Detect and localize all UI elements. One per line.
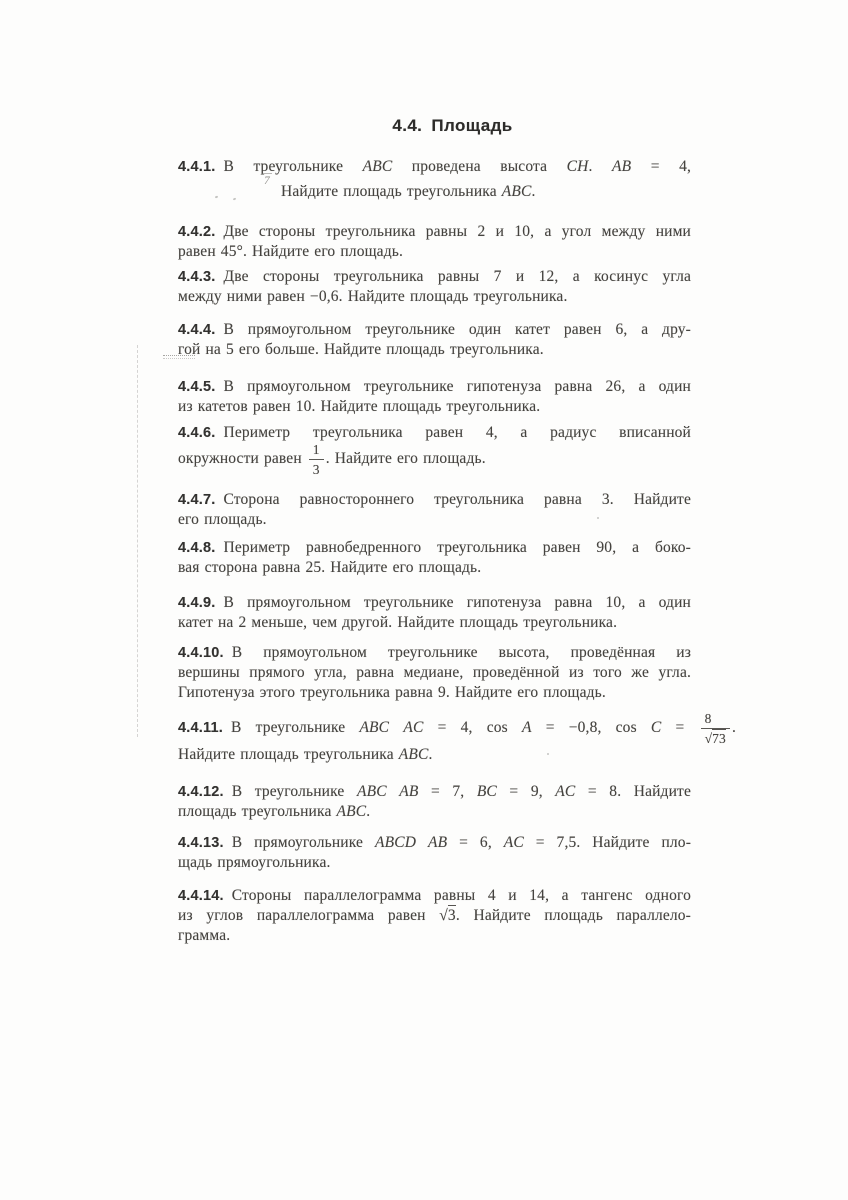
math-variable: AC bbox=[555, 783, 576, 800]
problem bbox=[178, 538, 691, 578]
math-variable: AB bbox=[611, 158, 632, 175]
problem-line: его площадь. bbox=[178, 511, 267, 528]
math-variable: ABC bbox=[398, 746, 429, 763]
fraction bbox=[701, 712, 730, 745]
problem-line: 4.4.7. Сторона равностороннего треугольника равна 3. Найдите bbox=[178, 491, 691, 508]
scan-artifact-dashes bbox=[163, 355, 195, 359]
math-variable: AC bbox=[403, 719, 424, 737]
math-variable: ABC bbox=[356, 783, 387, 800]
scan-artifact-vertical-line bbox=[137, 345, 138, 737]
problem-number: 4.4.10. bbox=[178, 645, 224, 661]
problem-number: 4.4.13. bbox=[178, 835, 224, 851]
problem-line: щадь прямоугольника. bbox=[178, 854, 331, 871]
problem-number: 4.4.6. bbox=[178, 425, 216, 441]
problem-number: 4.4.1. bbox=[178, 159, 216, 175]
problem bbox=[178, 320, 691, 360]
problem-line: площадь треугольника ABC. bbox=[178, 803, 371, 820]
problem-line: 4.4.2. Две стороны треугольника равны 2 и 10, а угол между ними bbox=[178, 223, 691, 240]
problem bbox=[178, 782, 691, 822]
problem bbox=[178, 157, 691, 202]
fraction-denominator-sqrt: √73 bbox=[701, 728, 730, 746]
problem-line: 4.4.13. В прямоугольнике ABCD AB = 6, AC = 7,5. Найдите пло- bbox=[178, 834, 692, 851]
problem-line: 4.4.3. Две стороны треугольника равны 7 и 12, а косинус угла bbox=[178, 268, 691, 285]
problem-line: 7 Найдите площадь треугольника ABC. bbox=[264, 175, 536, 200]
math-variable: ABC bbox=[501, 183, 532, 200]
problem bbox=[178, 833, 691, 873]
problem bbox=[178, 593, 691, 633]
math-variable: ABCD bbox=[374, 834, 417, 851]
problem-number: 4.4.3. bbox=[178, 269, 216, 285]
problem-line: из углов параллелограмма равен √3. Найдите площадь параллело- bbox=[178, 907, 691, 924]
problem-line: грамма. bbox=[178, 927, 231, 944]
problem-line: 4.4.6. Периметр треугольника равен 4, а радиус вписанной bbox=[178, 424, 691, 441]
fraction-numerator: 8 bbox=[704, 711, 712, 726]
problem-line: вая сторона равна 25. Найдите его площадь. bbox=[178, 559, 482, 576]
problem-line: 4.4.10. В прямоугольном треугольнике высота, проведённая из bbox=[178, 644, 691, 661]
problem-line: 4.4.1. В треугольнике ABC проведена высота CH. AB = 4, bbox=[178, 158, 691, 175]
problem-number: 4.4.9. bbox=[178, 595, 216, 611]
problem bbox=[178, 643, 691, 703]
problem-line: гой на 5 его больше. Найдите площадь треугольника. bbox=[178, 341, 544, 358]
problem-line: между ними равен −0,6. Найдите площадь треугольника. bbox=[178, 288, 568, 305]
problem-line: 4.4.14. Стороны параллелограмма равны 4 и 14, а тангенс одного bbox=[178, 887, 691, 904]
problem-line: Найдите площадь треугольника ABC. bbox=[178, 746, 433, 763]
math-variable: BC bbox=[476, 783, 497, 800]
problem-line: 4.4.4. В прямоугольном треугольнике один катет равен 6, а дру- bbox=[178, 321, 691, 338]
scan-artifact-seven: 7 bbox=[264, 175, 270, 187]
scan-artifact-speck bbox=[547, 753, 549, 755]
math-variable: ABC bbox=[362, 158, 393, 175]
problem-number: 4.4.14. bbox=[178, 888, 224, 904]
problem bbox=[178, 377, 691, 417]
problem-number: 4.4.5. bbox=[178, 379, 216, 395]
fraction-denominator: 3 bbox=[309, 459, 324, 477]
problem-number: 4.4.11. bbox=[178, 720, 223, 737]
sqrt-radical: √3 bbox=[439, 907, 456, 924]
math-variable: ABC bbox=[359, 719, 390, 737]
problem bbox=[178, 490, 691, 530]
problem-number: 4.4.8. bbox=[178, 540, 216, 556]
problem bbox=[178, 711, 736, 765]
math-variable: AC bbox=[503, 834, 524, 851]
fraction-numerator: 1 bbox=[312, 442, 320, 457]
math-variable: A bbox=[521, 719, 532, 737]
problem-line: вершины прямого угла, равна медиане, проведённой из того же угла. bbox=[178, 664, 691, 681]
problem bbox=[178, 222, 691, 262]
math-variable: C bbox=[650, 719, 662, 737]
problem bbox=[178, 267, 691, 307]
problem-number: 4.4.2. bbox=[178, 224, 216, 240]
problem bbox=[178, 423, 691, 476]
sqrt-radicand: 73 bbox=[712, 730, 726, 746]
math-variable: CH bbox=[566, 158, 589, 175]
fraction bbox=[309, 443, 324, 476]
problem-line: равен 45°. Найдите его площадь. bbox=[178, 243, 403, 260]
problem-line: Гипотенуза этого треугольника равна 9. Найдите его площадь. bbox=[178, 684, 606, 701]
problem-line: 4.4.8. Периметр равнобедренного треугольника равен 90, а боко- bbox=[178, 539, 691, 556]
problem-line: 4.4.12. В треугольнике ABC AB = 7, BC = 9, AC = 8. Найдите bbox=[178, 783, 691, 800]
problem bbox=[178, 886, 691, 946]
math-variable: AB bbox=[399, 783, 419, 800]
problem-number: 4.4.4. bbox=[178, 322, 216, 338]
problem-line: 4.4.9. В прямоугольном треугольнике гипотенуза равна 10, а один bbox=[178, 594, 691, 611]
problem-line: 4.4.5. В прямоугольном треугольнике гипотенуза равна 26, а один bbox=[178, 378, 691, 395]
problem-line: окружности равен $\frac{1}{3}$ . Найдите его площадь. bbox=[178, 442, 486, 477]
math-variable: ABC bbox=[336, 803, 367, 820]
sqrt-radicand: 3 bbox=[447, 907, 456, 924]
math-variable: AB bbox=[427, 834, 448, 851]
section-title: 4.4. Площадь bbox=[392, 116, 513, 135]
problem-line: из катетов равен 10. Найдите площадь треугольника. bbox=[178, 398, 541, 415]
scan-artifact-speck bbox=[597, 517, 599, 519]
problem-number: 4.4.12. bbox=[178, 784, 224, 800]
problem-line: 4.4.11. В треугольнике ABC AC = 4, cos A = −0,8, cos C = $\frac{8}{√73}$ . bbox=[178, 711, 736, 746]
problem-line: катет на 2 меньше, чем другой. Найдите площадь треугольника. bbox=[178, 614, 618, 631]
problem-number: 4.4.7. bbox=[178, 492, 216, 508]
